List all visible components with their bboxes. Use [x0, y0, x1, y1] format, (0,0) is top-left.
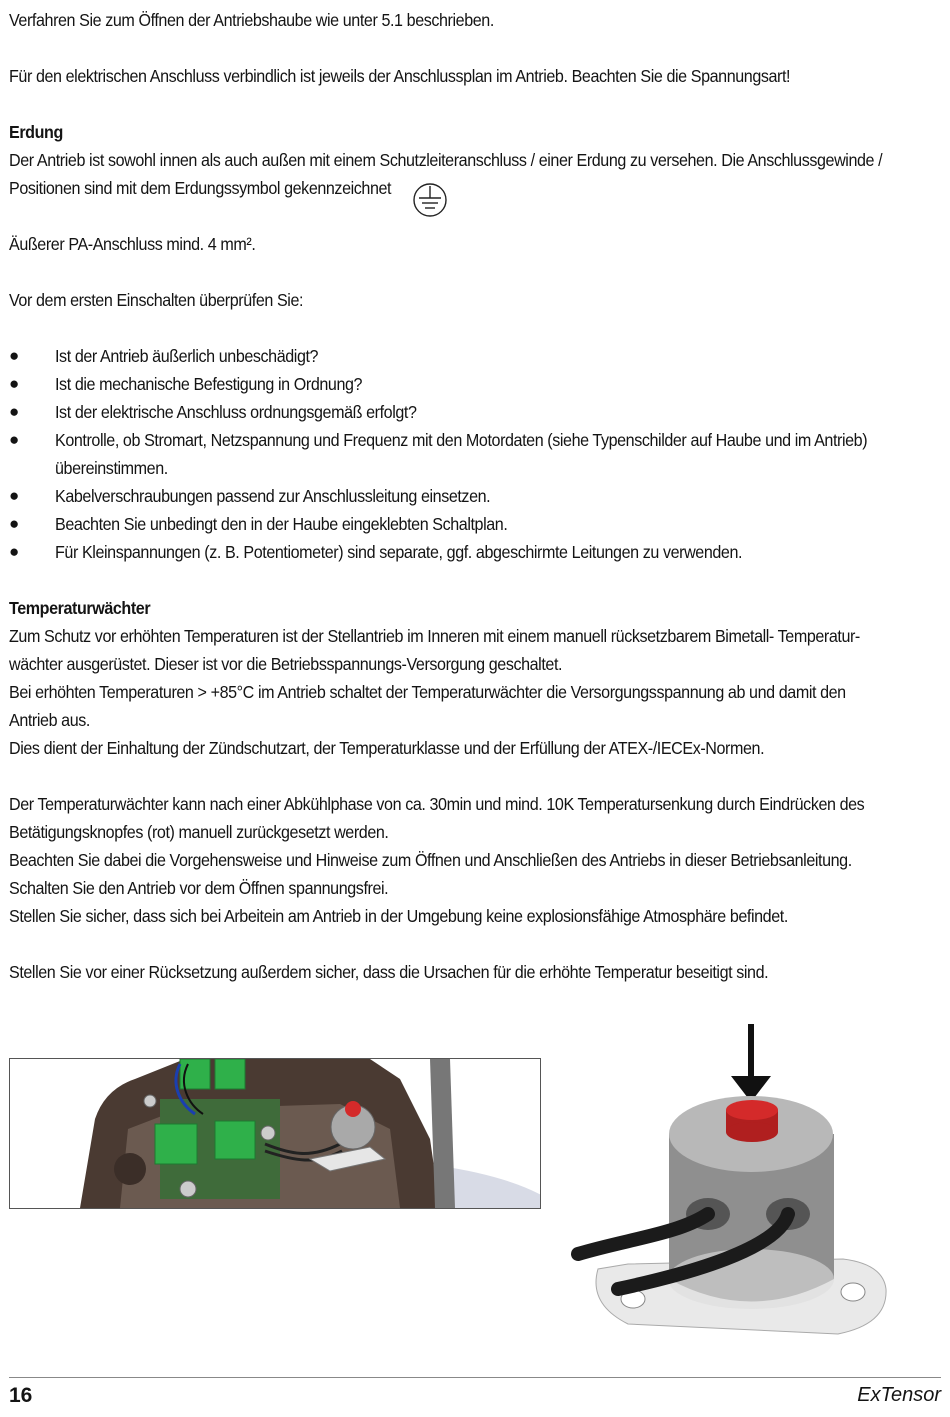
earthing-line-1: Der Antrieb ist sowohl innen als auch außen mit einem Schutzleiteranschluss / einer Erdung zu versehen. Die Anschlussgewinde / [9, 150, 883, 170]
bullet: ● [9, 542, 20, 561]
brand-name: ExTensor [857, 1384, 941, 1406]
bullet: ● [9, 402, 20, 421]
bullet: ● [9, 514, 20, 533]
list-item: Kontrolle, ob Stromart, Netzspannung und Frequenz mit den Motordaten (siehe Typenschilder auf Haube und im Antrieb) [55, 430, 868, 450]
earthing-heading: Erdung [9, 122, 63, 142]
temp-line: Bei erhöhten Temperaturen > +85°C im Antrieb schaltet der Temperaturwächter die Versorgungsspannung ab und damit den [9, 682, 846, 702]
temp-line: wächter ausgerüstet. Dieser ist vor die Betriebsspannungs-Versorgung geschaltet. [9, 654, 563, 674]
check-intro: Vor dem ersten Einschalten überprüfen Sie: [9, 290, 304, 310]
temp-heading: Temperaturwächter [9, 598, 151, 618]
footer-divider [9, 1377, 941, 1378]
temp-line: Betätigungsknopfes (rot) manuell zurückgesetzt werden. [9, 822, 389, 842]
intro-line-1: Verfahren Sie zum Öffnen der Antriebshaube wie unter 5.1 beschrieben. [9, 10, 494, 30]
intro-line-2: Für den elektrischen Anschluss verbindlich ist jeweils der Anschlussplan im Antrieb. Beachten Sie die Spannungsart! [9, 66, 791, 86]
temp-line: Beachten Sie dabei die Vorgehensweise und Hinweise zum Öffnen und Anschließen des Antriebs in dieser Betriebsanleitung. [9, 850, 852, 870]
list-item: Ist der Antrieb äußerlich unbeschädigt? [55, 346, 319, 366]
actuator-interior-photo [9, 1058, 541, 1209]
bullet: ● [9, 486, 20, 505]
bullet: ● [9, 346, 20, 365]
temp-line: Dies dient der Einhaltung der Zündschutzart, der Temperaturklasse und der Erfüllung der ATEX-/IECEx-Normen. [9, 738, 765, 758]
list-item: Beachten Sie unbedingt den in der Haube eingeklebten Schaltplan. [55, 514, 508, 534]
temp-line: Antrieb aus. [9, 710, 90, 730]
bullet: ● [9, 374, 20, 393]
page-number: 16 [9, 1384, 33, 1407]
list-item-continuation: übereinstimmen. [55, 458, 168, 478]
pa-connection: Äußerer PA-Anschluss mind. 4 mm². [9, 234, 256, 254]
earthing-line-2: Positionen sind mit dem Erdungssymbol gekennzeichnet [9, 178, 392, 198]
temp-line: Stellen Sie sicher, dass sich bei Arbeitein am Antrieb in der Umgebung keine explosionsfähige Atmosphäre befindet. [9, 906, 788, 926]
temp-line: Stellen Sie vor einer Rücksetzung außerdem sicher, dass die Ursachen für die erhöhte Temperatur beseitigt sind. [9, 962, 769, 982]
temp-line: Zum Schutz vor erhöhten Temperaturen ist der Stellantrieb im Inneren mit einem manuell rücksetzbarem Bimetall- Temperatur- [9, 626, 860, 646]
temp-line: Der Temperaturwächter kann nach einer Abkühlphase von ca. 30min und mind. 10K Temperatursenkung durch Eindrücken des [9, 794, 865, 814]
list-item: Für Kleinspannungen (z. B. Potentiometer) sind separate, ggf. abgeschirmte Leitungen zu verwenden. [55, 542, 743, 562]
temp-line: Schalten Sie den Antrieb vor dem Öffnen spannungsfrei. [9, 878, 389, 898]
list-item: Ist die mechanische Befestigung in Ordnung? [55, 374, 363, 394]
list-item: Ist der elektrische Anschluss ordnungsgemäß erfolgt? [55, 402, 417, 422]
list-item: Kabelverschraubungen passend zur Anschlussleitung einsetzen. [55, 486, 491, 506]
thermostat-photo [568, 1024, 908, 1354]
bullet: ● [9, 430, 20, 449]
earth-ground-icon [412, 182, 448, 218]
